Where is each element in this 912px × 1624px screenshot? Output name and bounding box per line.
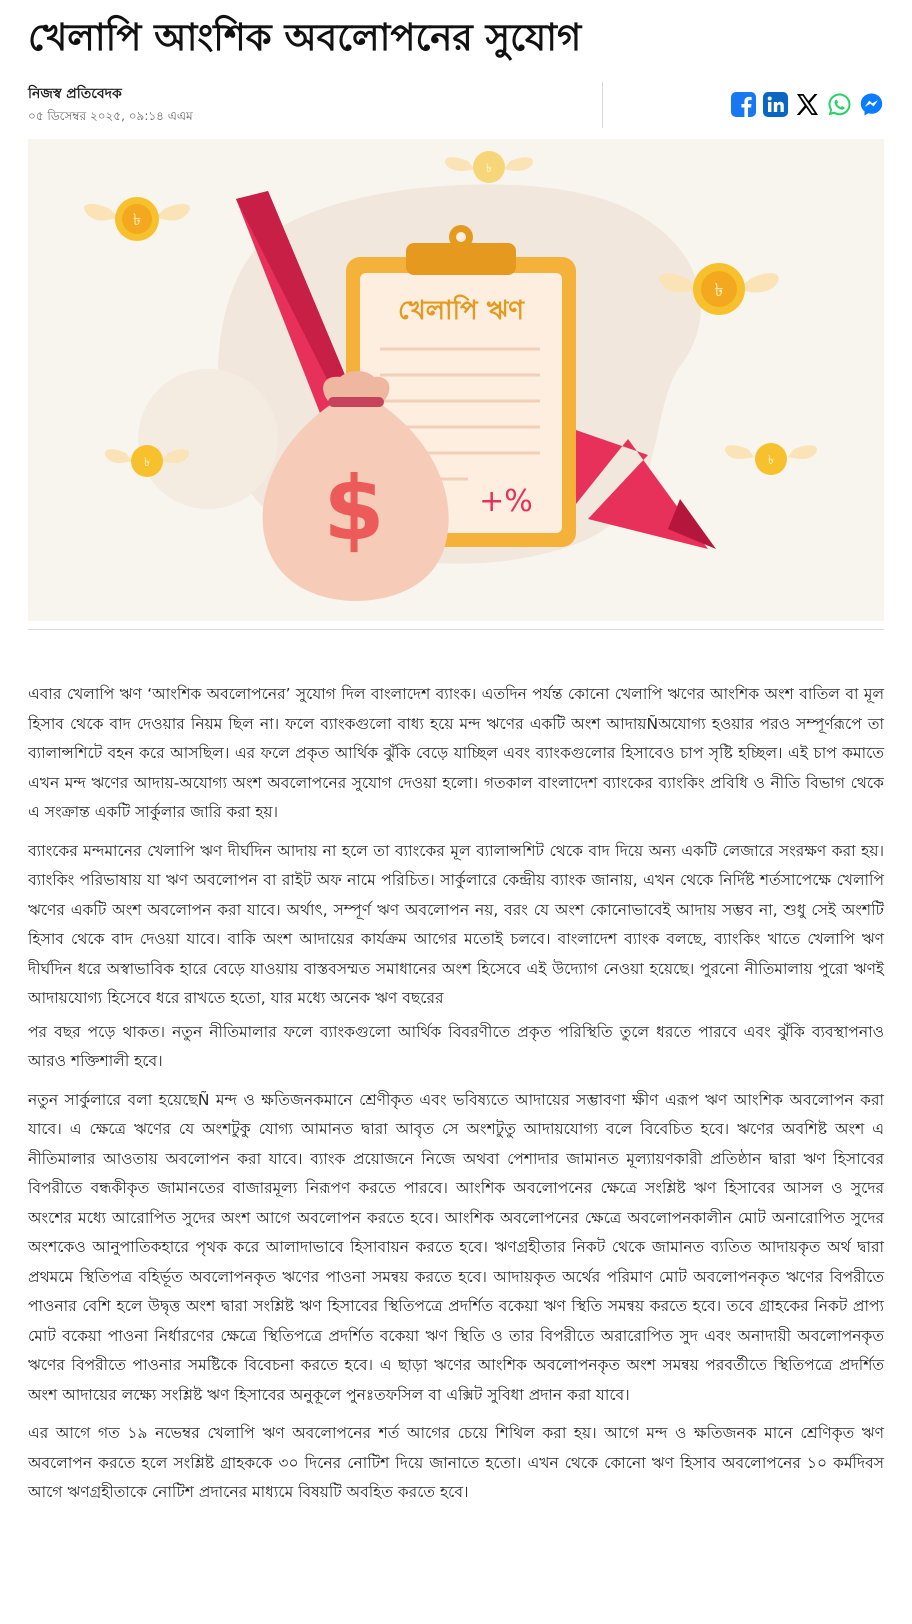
svg-text:৳: ৳: [486, 161, 492, 175]
svg-text:৳: ৳: [714, 280, 724, 301]
hero-image: [28, 139, 884, 621]
author-name[interactable]: নিজস্ব প্রতিবেদক: [28, 86, 122, 102]
article-paragraph: নতুন সার্কুলারে বলা হয়েছেÑ মন্দ ও ক্ষতিজনকমানে শ্রেণীকৃত এবং ভবিষ্যতে আদায়ের সম্ভাবণা ক্ষীণ এরূপ ঋণ আংশিক অবলোপন করা যাবে। এ ক্ষেত্রে ঋণের যে অংশটুকু যোগ্য আমানত দ্বারা আবৃত সে অংশটুতু আদায়যোগ্য বলে বিবেচিত হবে। ঋণের অবশিষ্ট অংশ এ নীতিমালার আওতায় অবলোপন করা যাবে। ব্যাংক প্রয়োজনে নিজে অথবা পেশাদার জামানত মূল্যায়ণকারী প্রতিষ্ঠান দ্বারা ঋণ হিসাবের বিপরীতে বন্ধকীকৃত জামানতের বাজারমূল্য নিরূপণ করতে পারবে। আংশিক অবলোপনের ক্ষেত্রে সংশ্লিষ্ট ঋণ হিসাবের আসল ও সুদের অংশের মধ্যে আরোপিত সুদের অংশ আগে অবলোপন করতে হবে। আংশিক অবলোপনের ক্ষেত্রে অবলোপনকালীন মোট অনারোপিত সুদের অংশকেও আনুপাতিকহারে পৃথক করে আলাদাভাবে হিসাবায়ন করতে হবে। ঋণগ্রহীতার নিকট থেকে জামানত ব্যতিত আদায়কৃত অর্থ দ্বারা প্রথমমে স্থিতিপত্র বহির্ভূত অবলোপনকৃত ঋণের পাওনা সমন্বয় করতে হবে। আদায়কৃত অর্থের পরিমাণ মোট অবলোপনকৃত ঋণের বিপরীতে পাওনার বেশি হলে উদ্বৃত্ত অংশ দ্বারা সংশ্লিষ্ট ঋণ হিসাবের স্থিতিপত্রে প্রদর্শিত বকেয়া ঋণ স্থিতি সমন্বয় করতে হবে। তবে গ্রাহকের নিকট প্রাপ্য মোট বকেয়া পাওনা নির্ধারণের ক্ষেত্রে স্থিতিপত্রে প্রদর্শিত বকেয়া ঋণ স্থিতি ও তার বিপরীতে অরারোপিত সুদ এবং অনাদায়ী অবলোপনকৃত ঋণের বিপরীতে পাওনার সমষ্টিকে বিবেচনা করতে হবে। এ ছাড়া ঋণের আংশিক অবলোপনকৃত অংশ সমন্বয় পরবর্তীতে স্থিতিপত্রে প্রদর্শিত অংশ আদায়ের লক্ষ্যে সংশ্লিষ্ট ঋণ হিসাবের অনুকূলে পুনঃতফসিল বা এক্সিট সুবিধা প্রদান করা যাবে।: [28, 1090, 884, 1404]
percent-label: +%: [479, 484, 533, 519]
x-icon: [795, 92, 820, 117]
facebook-share-button[interactable]: [731, 92, 756, 117]
article-paragraph: পর বছর পড়ে থাকত। নতুন নীতিমালার ফলে ব্যাংকগুলো আর্থিক বিবরণীতে প্রকৃত পরিস্থিতি তুলে ধরতে পারবে এবং ঝুঁকি ব্যবস্থাপনাও আরও শক্তিশালী হবে।: [28, 1022, 884, 1070]
whatsapp-share-button[interactable]: [827, 92, 852, 117]
whatsapp-icon: [827, 92, 852, 117]
svg-text:৳: ৳: [133, 210, 141, 229]
money-bag-tie: [328, 397, 384, 407]
share-buttons: [731, 92, 884, 117]
linkedin-icon: [763, 92, 788, 117]
article-headline: খেলাপি আংশিক অবলোপনের সুযোগ: [28, 16, 582, 59]
linkedin-share-button[interactable]: [763, 92, 788, 117]
article-meta: [28, 82, 884, 136]
clipboard-title: খেলাপি ঋণ: [398, 296, 524, 326]
image-divider: [28, 629, 884, 630]
article-paragraph: এবার খেলাপি ঋণ ‘আংশিক অবলোপনের’ সুযোগ দিল বাংলাদেশ ব্যাংক। এতদিন পর্যন্ত কোনো খেলাপি ঋণের আংশিক অংশ বাতিল বা মূল হিসাব থেকে বাদ দেওয়ার নিয়ম ছিল না। ফলে ব্যাংকগুলো বাধ্য হয়ে মন্দ ঋণের একটি অংশ আদায়Ñঅযোগ্য হওয়ার পরও সম্পূর্ণরূপে তা ব্যালান্সশিটে বহন করে আসছিল। এর ফলে প্রকৃত আর্থিক ঝুঁকি বেড়ে যাচ্ছিল এবং ব্যাংকগুলোর হিসাবেও চাপ সৃষ্টি হচ্ছিল। এই চাপ কমাতে এখন মন্দ ঋণের আদায়-অযোগ্য অংশ অবলোপনের সুযোগ দেওয়া হলো। গতকাল বাংলাদেশ ব্যাংকের ব্যাংকিং প্রবিধি ও নীতি বিভাগ থেকে এ সংক্রান্ত একটি সার্কুলার জারি করা হয়।: [28, 685, 884, 821]
x-share-button[interactable]: [795, 92, 820, 117]
publish-date: ০৫ ডিসেম্বর ২০২৫, ০৯:১৪ এএম: [28, 109, 193, 123]
svg-text:৳: ৳: [768, 453, 774, 467]
article-paragraph: এর আগে গত ১৯ নভেম্বর খেলাপি ঋণ অবলোপনের শর্ত আগের চেয়ে শিথিল করা হয়। আগে মন্দ ও ক্ষতিজনক মানে শ্রেণিকৃত ঋণ অবলোপন করতে হলে সংশ্লিষ্ট গ্রাহককে ৩০ দিনের নোটিশ দিয়ে জানাতে হতো। এখন থেকে কোনো ঋণ হিসাব অবলোপনের ১০ কর্মদিবস আগে ঋণগ্রহীতাকে নোটিশ প্রদানের মাধ্যমে বিষয়টি অবহিত করতে হবে।: [28, 1424, 884, 1501]
messenger-share-button[interactable]: [859, 92, 884, 117]
defaulted-loan-illustration: [28, 139, 884, 621]
facebook-icon: [731, 92, 756, 117]
messenger-icon: [859, 92, 884, 117]
article-paragraph: ব্যাংকের মন্দমানের খেলাপি ঋণ দীর্ঘদিন আদায় না হলে তা ব্যাংকের মূল ব্যালান্সশিট থেকে বাদ দিয়ে অন্য একটি লেজারে সংরক্ষণ করা হয়। ব্যাংকিং পরিভাষায় যা ঋণ অবলোপন বা রাইট অফ নামে পরিচিত। সার্কুলারে কেন্দ্রীয় ব্যাংক জানায়, এখন থেকে নির্দিষ্ট শর্তসাপেক্ষে খেলাপি ঋণের একটি অংশ অবলোপন করা যাবে। অর্থাৎ, সম্পূর্ণ ঋণ অবলোপন নয়, বরং যে অংশ কোনোভাবেই আদায় সম্ভব না, শুধু সেই অংশটি হিসাব থেকে বাদ দেওয়া যাবে। বাকি অংশ আদায়ের কার্যক্রম আগের মতোই চলবে। বাংলাদেশ ব্যাংক বলছে, ব্যাংকিং খাতে খেলাপি ঋণ দীর্ঘদিন ধরে অস্বাভাবিক হারে বেড়ে যাওয়ায় বাস্তবসম্মত সমাধানের অংশ হিসেবে এই উদ্যোগ নেওয়া হয়েছে। পুরনো নীতিমালায় পুরো ঋণই আদায়যোগ্য হিসেবে ধরে রাখতে হতো, যার মধ্যে অনেক ঋণ বছরের: [28, 841, 884, 1007]
background-blob: [138, 369, 278, 509]
article-body: [28, 680, 884, 1508]
dollar-symbol: $: [323, 457, 385, 560]
svg-text:৳: ৳: [144, 455, 150, 469]
meta-divider: [602, 82, 603, 128]
